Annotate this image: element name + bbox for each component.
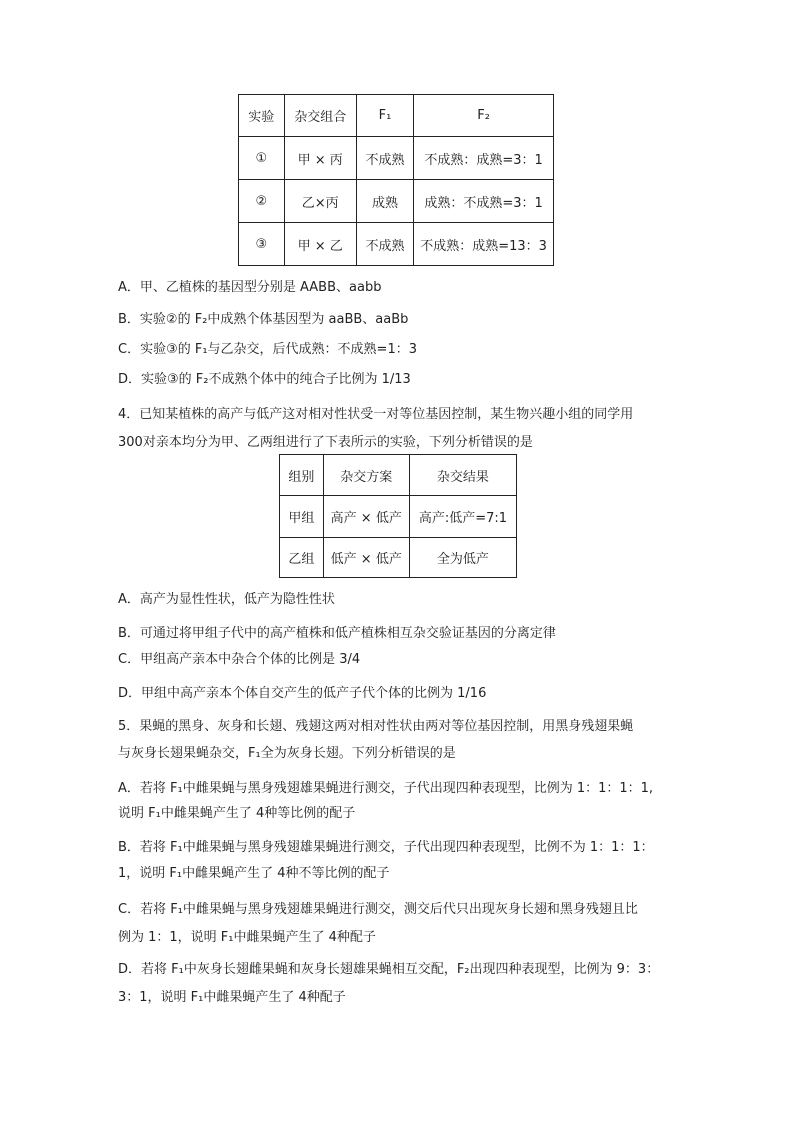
q4-option-b: B．可通过将甲组子代中的高产植株和低产植株相互杂交验证基因的分离定律 <box>118 626 556 641</box>
q3-option-a: A．甲、乙植株的基因型分别是 AABB、aabb <box>118 280 382 295</box>
table-cell: ② <box>239 180 285 223</box>
q5-option-a-line2: 说明 F₁中雌果蝇产生了 4种等比例的配子 <box>118 806 356 821</box>
table-cell: 高产:低产=7:1 <box>409 496 516 538</box>
q5-option-d-line2: 3：1，说明 F₁中雌果蝇产生了 4种配子 <box>118 990 346 1005</box>
table-header-cell: 组别 <box>280 455 324 496</box>
q3-option-c: C．实验③的 F₁与乙杂交，后代成熟：不成熟=1：3 <box>118 342 417 357</box>
table-cell: 不成熟：成熟=13：3 <box>414 223 554 266</box>
q5-option-d-line1: D．若将 F₁中灰身长翅雌果蝇和灰身长翅雄果蝇相互交配，F₂出现四种表现型，比例为 9：3： <box>118 962 660 977</box>
q3-option-d: D．实验③的 F₂不成熟个体中的纯合子比例为 1/13 <box>118 372 411 387</box>
table-row <box>239 137 554 180</box>
table-cell: 不成熟 <box>356 223 413 266</box>
q4-stem-line1: 4．已知某植株的高产与低产这对相对性状受一对等位基因控制，某生物兴趣小组的同学用 <box>118 407 634 422</box>
table-cell: 高产 × 低产 <box>323 496 409 538</box>
table-row <box>239 223 554 266</box>
q5-stem-line1: 5．果蝇的黑身、灰身和长翅、残翅这两对相对性状由两对等位基因控制，用黑身残翅果蝇 <box>118 719 634 734</box>
table-header-row <box>280 455 517 496</box>
q3-option-b: B．实验②的 F₂中成熟个体基因型为 aaBB、aaBb <box>118 312 409 327</box>
table-header-cell: 杂交结果 <box>409 455 516 496</box>
table-cell: ③ <box>239 223 285 266</box>
q4-table <box>279 454 517 578</box>
q5-option-a-line1: A．若将 F₁中雌果蝇与黑身残翅雄果蝇进行测交，子代出现四种表现型，比例为 1：1：1：1, <box>118 781 654 796</box>
q5-option-b-line1: B．若将 F₁中雌果蝇与黑身残翅雄果蝇进行测交，子代出现四种表现型，比例不为 1：1：1： <box>118 840 654 855</box>
table-row <box>280 538 517 578</box>
experiment-table <box>238 94 554 266</box>
table-cell: 低产 × 低产 <box>323 538 409 578</box>
table-cell: 甲组 <box>280 496 324 538</box>
q5-stem-line2: 与灰身长翅果蝇杂交，F₁全为灰身长翅。下列分析错误的是 <box>118 746 456 761</box>
table-cell: 成熟 <box>356 180 413 223</box>
table-header-cell: 杂交方案 <box>323 455 409 496</box>
q4-option-d: D．甲组中高产亲本个体自交产生的低产子代个体的比例为 1/16 <box>118 686 487 701</box>
table-cell: 甲 × 丙 <box>284 137 356 180</box>
q5-option-c-line2: 例为 1：1，说明 F₁中雌果蝇产生了 4种配子 <box>118 930 376 945</box>
table-cell: 不成熟 <box>356 137 413 180</box>
table-header-cell: F₂ <box>414 95 554 137</box>
q5-option-c-line1: C．若将 F₁中雌果蝇与黑身残翅雄果蝇进行测交，测交后代只出现灰身长翅和黑身残翅且比 <box>118 902 638 917</box>
table-header-cell: 实验 <box>239 95 285 137</box>
table-cell: 不成熟：成熟=3：1 <box>414 137 554 180</box>
table-cell: 甲 × 乙 <box>284 223 356 266</box>
table-cell: 乙×丙 <box>284 180 356 223</box>
table-cell: ① <box>239 137 285 180</box>
table-row <box>280 496 517 538</box>
table-cell: 成熟：不成熟=3：1 <box>414 180 554 223</box>
q4-stem-line2: 300对亲本均分为甲、乙两组进行了下表所示的实验，下列分析错误的是 <box>118 435 533 450</box>
table-row <box>239 180 554 223</box>
table-header-cell: F₁ <box>356 95 413 137</box>
table-cell: 全为低产 <box>409 538 516 578</box>
q4-option-a: A．高产为显性性状，低产为隐性性状 <box>118 592 335 607</box>
q4-option-c: C．甲组高产亲本中杂合个体的比例是 3/4 <box>118 652 361 667</box>
table-cell: 乙组 <box>280 538 324 578</box>
table-header-row <box>239 95 554 137</box>
q5-option-b-line2: 1，说明 F₁中雌果蝇产生了 4种不等比例的配子 <box>118 866 390 881</box>
table-header-cell: 杂交组合 <box>284 95 356 137</box>
